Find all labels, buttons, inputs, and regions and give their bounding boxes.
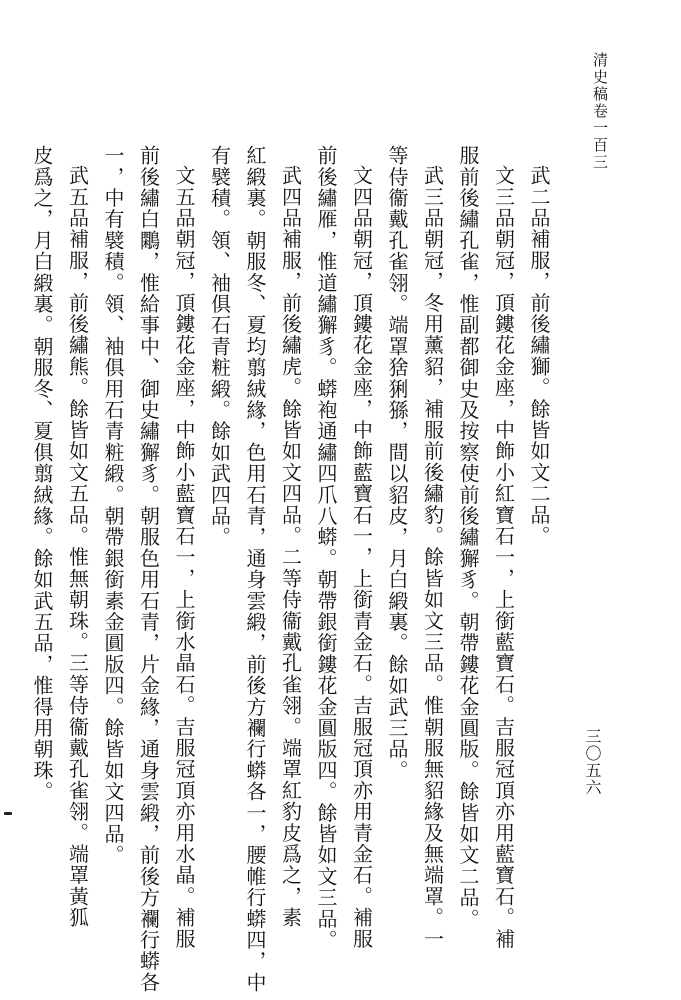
text-column: 文四品朝冠，頂鏤花金座，中飾藍寶石一，上銜青金石。吉服冠頂亦用青金石。補服: [349, 165, 374, 950]
body-text: [30, 145, 556, 993]
text-column: 武五品補服，前後繡熊。餘皆如文五品。惟無朝珠。三等侍衞戴孔雀翎。端罩黃狐: [65, 165, 90, 929]
text-column: 有襞積。領、袖俱石青粧緞。餘如武四品。: [207, 145, 232, 548]
text-column: 一，中有襞積。領、袖俱用石青粧緞。朝帶銀銜素金圓版四。餘皆如文四品。: [101, 145, 125, 866]
text-column: 服前後繡孔雀，惟副都御史及按察使前後繡獬豸。朝帶鏤花金圓版。餘皆如文二品。: [456, 145, 480, 930]
page-number: 三〇五六: [583, 728, 602, 796]
text-column: 等侍衞戴孔雀翎。端罩猞猁猻，間以貂皮，月白緞裏。餘如武三品。: [385, 145, 409, 781]
text-column: 前後繡白鷴，惟給事中、御史繡獬豸。朝服色用石青，片金緣，通身雲緞，前後方襴行蟒各: [136, 145, 161, 993]
margin-mark: [4, 812, 12, 815]
text-column: 武三品朝冠，冬用薰貂，補服前後繡豹。餘皆如文三品。惟朝服無貂緣及無端罩。一: [420, 165, 445, 950]
text-column: 紅緞裏。朝服冬、夏均翦絨緣，色用石青，通身雲緞，前後方襴行蟒各一，腰帷行蟒四，中: [243, 145, 267, 993]
text-column: 武四品補服，前後繡虎。餘皆如文四品。二等侍衞戴孔雀翎。端罩紅豹皮爲之，素: [278, 165, 303, 929]
running-header: 清史稿卷一百三: [591, 52, 609, 171]
text-column: 武二品補服，前後繡獅。餘皆如文二品。: [527, 165, 551, 547]
text-column: 文五品朝冠，頂鏤花金座，中飾小藍寶石一，上銜水晶石。吉服冠頂亦用水晶。補服: [172, 165, 196, 950]
text-column: 皮爲之，月白緞裏。朝服冬、夏俱翦絨緣。餘如武五品，惟得用朝珠。: [30, 145, 54, 803]
text-column: 前後繡雁，惟道繡獬豸。蟒袍通繡四爪八蟒。朝帶銀銜鏤花金圓版四。餘皆如文三品。: [314, 145, 338, 951]
text-column: 文三品朝冠，頂鏤花金座，中飾小紅寶石一，上銜藍寶石。吉服冠頂亦用藍寶石。補: [491, 165, 516, 950]
